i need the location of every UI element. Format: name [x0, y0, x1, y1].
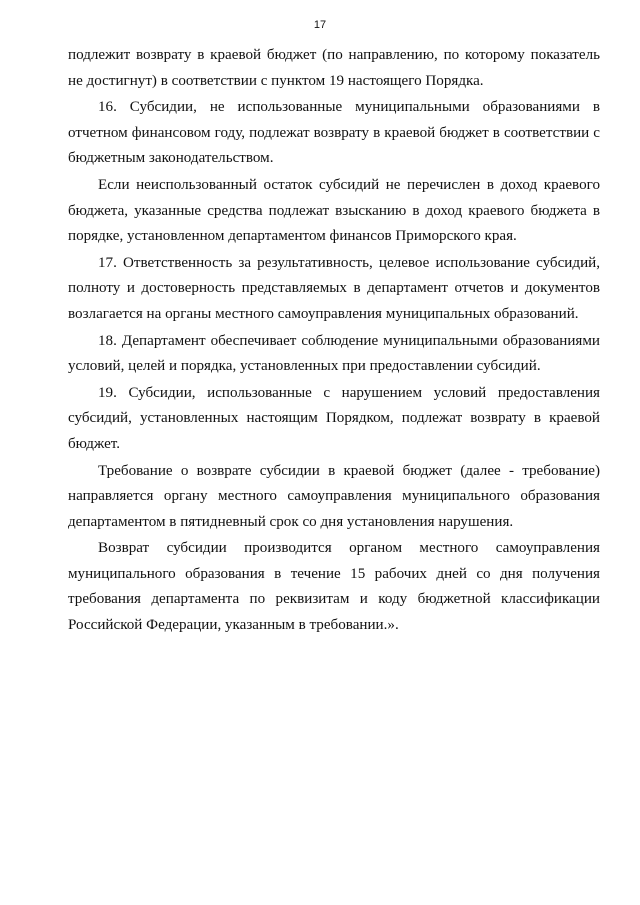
paragraph-return-procedure: Возврат субсидии производится органом местного самоуправления муниципального образования в течение 15 рабочих дней со дня получения требования департамента по реквизитам и коду бюджетной классификации Российской Федерации, указанным в требовании.». [68, 540, 600, 634]
paragraph-continuation: подлежит возврату в краевой бюджет (по направлению, по которому показатель не достигнут) в соответствии с пунктом 19 настоящего Порядка. [68, 47, 600, 89]
paragraph-return-demand: Требование о возврате субсидии в краевой бюджет (далее - требование) направляется органу местного самоуправления муниципального образования департаментом в пятидневный срок со дня установления нарушения. [68, 462, 600, 530]
document-body [68, 43, 600, 640]
paragraph-item-19: 19. Субсидии, использованные с нарушением условий предоставления субсидий, установленных настоящим Порядком, подлежат возврату в краевой бюджет. [68, 384, 600, 452]
paragraph-item-16: 16. Субсидии, не использованные муниципальными образованиями в отчетном финансовом году, подлежат возврату в краевой бюджет в соответствии с бюджетным законодательством. [68, 99, 600, 167]
paragraph-unused-balance: Если неиспользованный остаток субсидий не перечислен в доход краевого бюджета, указанные средства подлежат взысканию в доход краевого бюджета в порядке, установленном департаментом финансов Приморского края. [68, 176, 600, 245]
paragraph-item-17: 17. Ответственность за результативность, целевое использование субсидий, полноту и достоверность представляемых в департамент отчетов и документов возлагается на органы местного самоуправления муниципальных образований. [68, 254, 600, 322]
paragraph-item-18: 18. Департамент обеспечивает соблюдение муниципальными образованиями условий, целей и порядка, установленных при предоставлении субсидий. [68, 332, 600, 375]
page-number: 17 [313, 19, 327, 31]
